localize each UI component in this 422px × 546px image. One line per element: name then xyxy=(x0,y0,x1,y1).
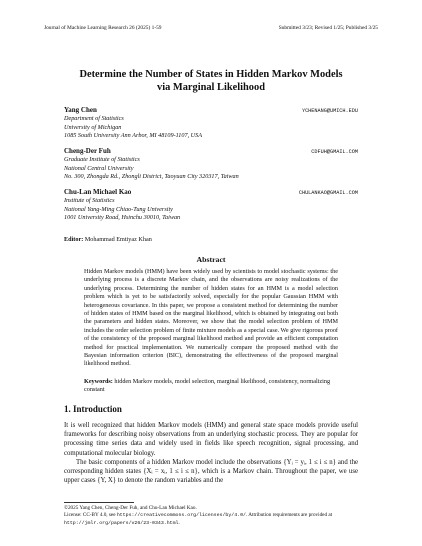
editor-line xyxy=(64,236,358,243)
attribution-link[interactable]: http://jmlr.org/papers/v26/23-0343.html xyxy=(64,520,179,526)
editor-label: Editor: xyxy=(64,236,84,243)
license-prefix: License: CC-BY 4.0, see xyxy=(64,512,116,519)
journal-info: Journal of Machine Learning Research 26 (2025) 1-59 xyxy=(44,25,162,31)
license-link[interactable]: https://creativecommons.org/licenses/by/4.0/ xyxy=(116,513,246,519)
title-line-2: via Marginal Likelihood xyxy=(157,82,265,93)
author-name: Chu-Lan Michael Kao xyxy=(64,188,132,196)
author-affiliation: National Central University xyxy=(64,164,134,172)
author-affiliation: Institute of Statistics xyxy=(64,197,115,205)
author-affiliation: Graduate Institute of Statistics xyxy=(64,156,140,164)
intro-paragraph-1: It is well recognized that hidden Markov models (HMM) and general state space models provide useful frameworks for describing noisy observations from an underlying stochastic process. They are popular for processing time series data and widely used in fields like speech recognition, signal processing, and computational molecular biology. xyxy=(64,422,358,457)
keywords-line xyxy=(84,378,338,395)
author-address: No. 300, Zhongda Rd., Zhongli District, Taoyuan City 320317, Taiwan xyxy=(64,173,239,181)
license-notice xyxy=(64,512,358,527)
author-email[interactable]: YCHENANG@UMICH.EDU xyxy=(301,108,358,114)
footnote-divider xyxy=(64,502,134,503)
footer-notes xyxy=(64,505,358,527)
running-header xyxy=(44,25,378,31)
title-line-1: Determine the Number of States in Hidden Markov Models xyxy=(79,69,343,80)
author-affiliation: National Yang-Ming Chiao-Tung University xyxy=(64,205,173,213)
paper-title xyxy=(30,68,392,94)
author-address: 1001 University Road, Hsinchu 30010, Taiwan xyxy=(64,214,181,222)
keywords-label: Keywords: xyxy=(84,378,113,385)
author-affiliation: University of Michigan xyxy=(64,123,122,131)
abstract-text: Hidden Markov models (HMM) have been widely used by scientists to model stochastic systems: the underlying process is a discrete Markov chain, and the observations are noisy realizations of the underlying process. Determining the number of hidden states for an HMM is a model selection problem which is yet to be satisfactorily solved, especially for the popular Gaussian HMM with heterogeneous covariance. In this paper, we propose a consistent method for determining the number of hidden states of HMM based on the marginal likelihood, which is obtained by integrating out both the parameters and hidden states. Moreover, we show that the model selection problem of HMM includes the order selection problem of finite mixture models as a special case. We give rigorous proof of the consistency of the proposed marginal likelihood method and provide an efficient computation method for practical implementation. We numerically compare the proposed method with the Bayesian information criterion (BIC), demonstrating the effectiveness of the proposed marginal likelihood method. xyxy=(84,268,338,368)
abstract-heading: Abstract xyxy=(196,255,226,264)
license-end: . xyxy=(178,519,180,526)
intro-paragraph-2: The basic components of a hidden Markov model include the observations {Yᵢ = yᵢ, 1 ≤ i ≤ n} and the corresponding hidden states {Xᵢ = xᵢ, 1 ≤ i ≤ n}, which is a Markov chain. Throughout the paper, we use upper cases {Y, X} to denote the random variables and the xyxy=(64,458,358,485)
author-address: 1085 South University Ann Arbor, MI 48109-1107, USA xyxy=(64,132,203,140)
author-email[interactable]: CDFUH@GMAIL.COM xyxy=(311,149,358,155)
license-suffix: . Attribution requirements are provided at xyxy=(245,512,333,519)
submission-dates: Submitted 3/23; Revised 1/25; Published 3/25 xyxy=(278,25,378,31)
introduction-text xyxy=(64,421,358,485)
keywords-text: hidden Markov models, model selection, marginal likelihood, consistency, normalizing constant xyxy=(84,378,331,394)
author-affiliation: Department of Statistics xyxy=(64,115,124,123)
author-block-2 xyxy=(64,147,358,182)
author-name: Yang Chen xyxy=(64,106,97,114)
author-block-1 xyxy=(64,106,358,141)
author-email[interactable]: CHULANKAO@GMAIL.COM xyxy=(298,190,358,196)
author-block-3 xyxy=(64,188,358,223)
copyright-notice: ©2025 Yang Chen, Cheng-Der Fuh, and Chu-Lan Michael Kao. xyxy=(64,505,197,511)
section-heading: 1. Introduction xyxy=(64,404,122,414)
author-name: Cheng-Der Fuh xyxy=(64,147,111,155)
editor-name: Mohammad Emtiyaz Khan xyxy=(84,236,152,243)
